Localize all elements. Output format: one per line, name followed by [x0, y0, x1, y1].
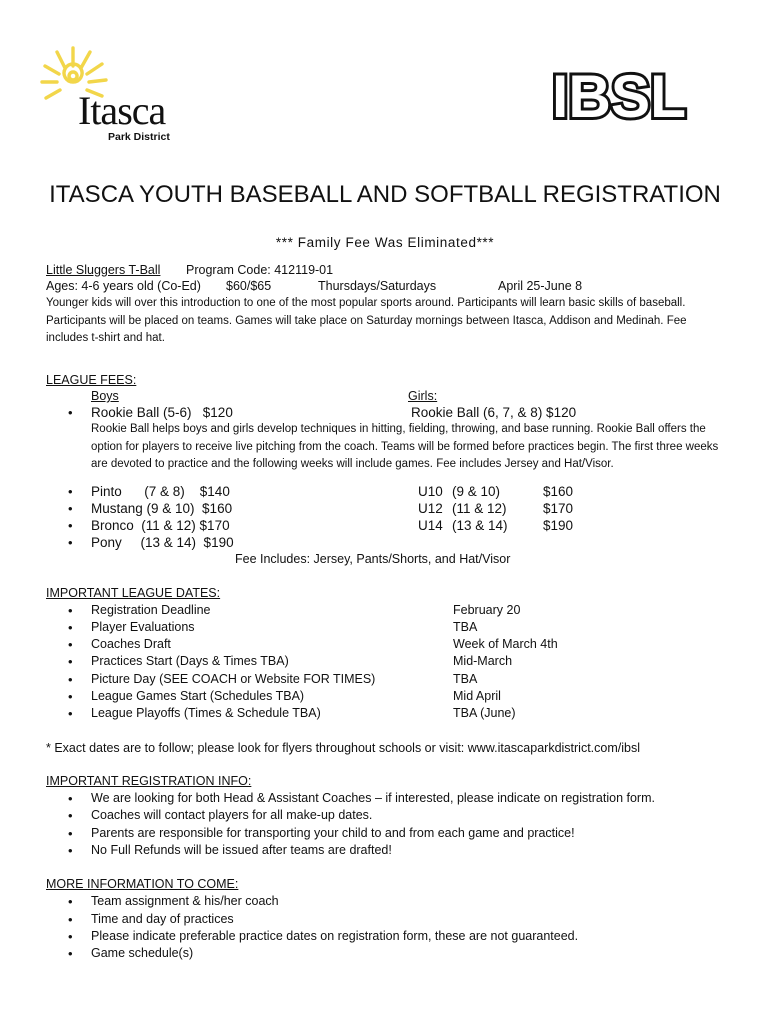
bullet-icon: •: [68, 929, 73, 944]
itasca-park-district-logo: [40, 44, 200, 144]
girls-ages: (11 & 12): [452, 501, 507, 516]
reg-info-item: Parents are responsible for transporting your child to and from each game and practice!: [91, 826, 575, 840]
reg-info-item: We are looking for both Head & Assistant Coaches – if interested, please indicate on registration form.: [91, 791, 655, 805]
page-title: ITASCA YOUTH BASEBALL AND SOFTBALL REGISTRATION: [49, 181, 721, 208]
rookie-girls: Rookie Ball (6, 7, & 8) $120: [411, 405, 577, 420]
more-info-item: Time and day of practices: [91, 912, 234, 926]
bullet-icon: •: [68, 808, 73, 823]
bullet-icon: •: [68, 501, 73, 516]
bullet-icon: •: [68, 484, 73, 499]
more-info-item: Game schedule(s): [91, 946, 194, 960]
tball-fee: $60/$65: [226, 279, 272, 293]
girls-ages: (9 & 10): [452, 484, 501, 499]
division-pinto: Pinto (7 & 8) $140: [91, 484, 230, 499]
bullet-icon: •: [68, 946, 73, 961]
tball-days: Thursdays/Saturdays: [318, 279, 437, 293]
more-info-heading: MORE INFORMATION TO COME:: [46, 877, 239, 891]
ibsl-logo-text: IBSL: [552, 68, 686, 124]
reg-info-item: Coaches will contact players for all make-up dates.: [91, 808, 373, 822]
date-value: Mid April: [453, 689, 501, 703]
date-label: League Games Start (Schedules TBA): [91, 689, 305, 703]
bullet-icon: •: [68, 620, 73, 635]
boys-label: Boys: [91, 389, 119, 403]
page-subtitle: *** Family Fee Was Eliminated***: [275, 235, 495, 250]
tball-ages: Ages: 4-6 years old (Co-Ed): [46, 279, 201, 293]
bullet-icon: •: [68, 405, 73, 420]
girls-division: U12: [418, 501, 443, 516]
date-label: Registration Deadline: [91, 603, 211, 617]
logo-word: Itasca: [78, 88, 166, 133]
bullet-icon: •: [68, 894, 73, 909]
date-value: February 20: [453, 603, 521, 617]
girls-fee: $190: [543, 518, 574, 533]
girls-fee: $160: [543, 484, 574, 499]
division-bronco: Bronco (11 & 12) $170: [91, 518, 230, 533]
tball-name: Little Sluggers T-Ball: [46, 263, 161, 277]
league-dates-heading: IMPORTANT LEAGUE DATES:: [46, 586, 221, 600]
tball-program-code: Program Code: 412119-01: [186, 263, 334, 277]
division-mustang: Mustang (9 & 10) $160: [91, 501, 233, 516]
date-label: Coaches Draft: [91, 637, 171, 651]
girls-label: Girls:: [408, 389, 438, 403]
bullet-icon: •: [68, 791, 73, 806]
bullet-icon: •: [68, 689, 73, 704]
bullet-icon: •: [68, 535, 73, 550]
ibsl-logo: [550, 68, 688, 124]
date-value: Week of March 4th: [453, 637, 558, 651]
reg-info-item: No Full Refunds will be issued after teams are drafted!: [91, 843, 392, 857]
more-info-item: Team assignment & his/her coach: [91, 894, 279, 908]
bullet-icon: •: [68, 912, 73, 927]
girls-ages: (13 & 14): [452, 518, 508, 533]
girls-fee: $170: [543, 501, 574, 516]
date-label: League Playoffs (Times & Schedule TBA): [91, 706, 321, 720]
rookie-boys: Rookie Ball (5-6) $120: [91, 405, 233, 420]
fee-includes: Fee Includes: Jersey, Pants/Shorts, and Hat/Visor: [235, 552, 511, 566]
bullet-icon: •: [68, 672, 73, 687]
girls-division: U14: [418, 518, 443, 533]
date-value: TBA: [453, 620, 478, 634]
tball-dates: April 25-June 8: [498, 279, 583, 293]
date-label: Picture Day (SEE COACH or Website FOR TIMES): [91, 672, 376, 686]
date-value: Mid-March: [453, 654, 513, 668]
tball-description: Younger kids will over this introduction to one of the most popular sports around. Participants will learn basic skills of baseball. Participants will be placed on teams. Games will take place on Saturday mornings between Itasca, Addison and Medinah. Fee includes t-shirt and hat.: [46, 297, 687, 344]
registration-info-heading: IMPORTANT REGISTRATION INFO:: [46, 774, 252, 788]
bullet-icon: •: [68, 637, 73, 652]
bullet-icon: •: [68, 518, 73, 533]
rookie-description: Rookie Ball helps boys and girls develop techniques in hitting, fielding, throwing, and base running. Rookie Ball offers the option for players to receive live pitching from the coach. Teams will be formed before practices begin. The first three weeks are devoted to practice and the following weeks will include games. Fee includes Jersey and Hat/Visor.: [91, 423, 719, 470]
bullet-icon: •: [68, 706, 73, 721]
bullet-icon: •: [68, 654, 73, 669]
exact-dates-note: * Exact dates are to follow; please look for flyers throughout schools or visit: www.itascaparkdistrict.com/ibsl: [46, 741, 641, 755]
date-value: TBA: [453, 672, 478, 686]
logo-sub: Park District: [108, 131, 170, 143]
bullet-icon: •: [68, 603, 73, 618]
girls-division: U10: [418, 484, 443, 499]
more-info-item: Please indicate preferable practice dates on registration form, these are not guaranteed.: [91, 929, 579, 943]
bullet-icon: •: [68, 843, 73, 858]
date-label: Player Evaluations: [91, 620, 195, 634]
division-pony: Pony (13 & 14) $190: [91, 535, 234, 550]
date-label: Practices Start (Days & Times TBA): [91, 654, 289, 668]
date-value: TBA (June): [453, 706, 516, 720]
bullet-icon: •: [68, 826, 73, 841]
league-fees-heading: LEAGUE FEES:: [46, 373, 137, 387]
